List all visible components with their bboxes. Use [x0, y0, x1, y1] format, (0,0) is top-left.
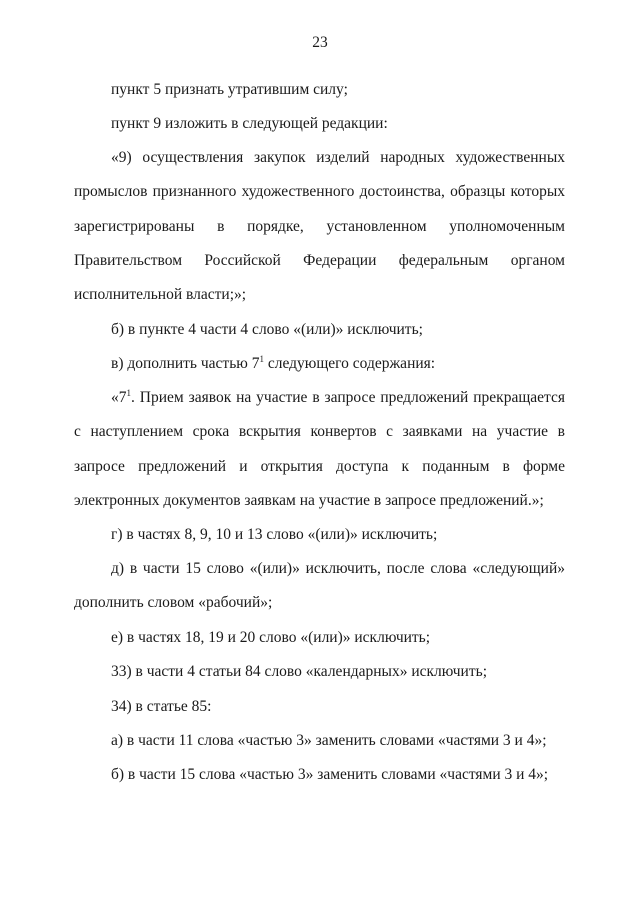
paragraph-sub-g: г) в частях 8, 9, 10 и 13 слово «(или)» исключить;	[111, 526, 438, 543]
paragraph-item-33: 33) в части 4 статьи 84 слово «календарных» исключить;	[111, 663, 488, 680]
paragraph-item-9-restate: пункт 9 изложить в следующей редакции:	[111, 115, 388, 132]
paragraph-sub-d: д) в части 15 слово «(или)» исключить, после слова «следующий» дополнить словом «рабочий»;	[74, 560, 565, 612]
paragraph-sub-v	[74, 347, 565, 381]
paragraph-item-9-text: «9) осуществления закупок изделий народных художественных промыслов признанного художественного достоинства, образцы которых зарегистрированы в порядке, установленном уполномоченным Правительством Российской Федерации федеральным органом исполнительной власти;»;	[74, 149, 565, 304]
paragraph-sub-e: е) в частях 18, 19 и 20 слово «(или)» исключить;	[111, 629, 431, 646]
paragraph-item-5-repeal: пункт 5 признать утратившим силу;	[111, 81, 348, 98]
paragraph-part-7-1-text	[74, 381, 565, 518]
superscript: 1	[126, 387, 131, 398]
paragraph-part-7-1-text-2: . Прием заявок на участие в запросе предложений прекращается с наступлением срока вскрытия конвертов с заявками на участие в запросе предложений и открытия доступа к поданным в форме электронных документов заявкам на участие в запросе предложений.»;	[74, 389, 565, 509]
page-number: 23	[312, 34, 328, 51]
paragraph-item-34: 34) в статье 85:	[111, 698, 212, 715]
paragraph-part-7-1-text-1: «7	[111, 389, 127, 406]
paragraph-sub-b: б) в пункте 4 части 4 слово «(или)» исключить;	[111, 321, 423, 338]
paragraph-sub-b-2: б) в части 15 слова «частью 3» заменить словами «частями 3 и 4»;	[111, 766, 549, 783]
superscript: 1	[259, 353, 264, 364]
paragraph-sub-a: а) в части 11 слова «частью 3» заменить словами «частями 3 и 4»;	[111, 732, 547, 749]
paragraph-sub-v-text-2: следующего содержания:	[263, 355, 436, 372]
paragraph-sub-v-text-1: в) дополнить частью 7	[111, 355, 260, 372]
